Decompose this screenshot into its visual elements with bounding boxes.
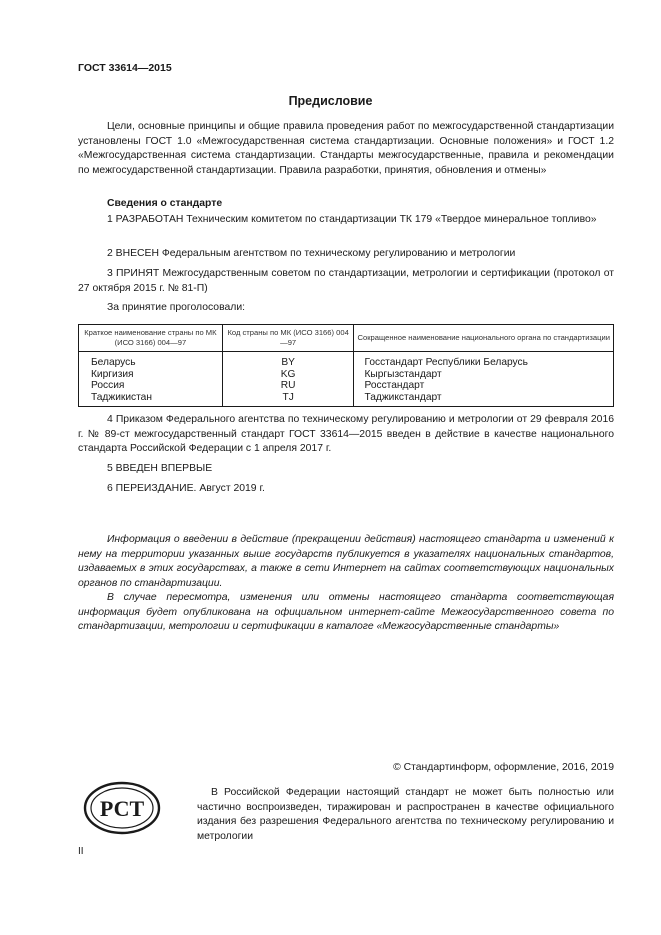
table-row bbox=[79, 380, 614, 392]
page-number: II bbox=[78, 846, 84, 857]
cell-country: Таджикистан bbox=[79, 392, 223, 407]
header-code: Код страны по МК (ИСО 3166) 004—97 bbox=[222, 325, 354, 352]
voting-table bbox=[78, 324, 614, 407]
item-introduced: 2 ВНЕСЕН Федеральным агентством по техническому регулированию и метрологии bbox=[107, 248, 516, 259]
cell-code: TJ bbox=[222, 392, 354, 407]
item-first-introduced: 5 ВВЕДЕН ВПЕРВЫЕ bbox=[107, 463, 213, 474]
item-developed: 1 РАЗРАБОТАН Техническим комитетом по стандартизации ТК 179 «Твердое минеральное топливо» bbox=[107, 214, 597, 225]
intro-paragraph: Цели, основные принципы и общие правила проведения работ по межгосударственной стандартизации установлены ГОСТ 1.0 «Межгосударственная система стандартизации. Основные положения» и ГОСТ 1.2 «Межгосударственная система стандартизации. Стандарты межгосударственные, правила и рекомендации по межгосударственной стандартизации. Правила разработки, принятия, обновления и отмены» bbox=[78, 121, 614, 176]
cell-code: KG bbox=[222, 369, 354, 381]
item-adopted: 3 ПРИНЯТ Межгосударственным советом по стандартизации, метрологии и сертификации (протокол от 27 октября 2015 г. № 81-П) bbox=[78, 268, 614, 294]
cell-org: Росстандарт bbox=[354, 380, 614, 392]
table-header-row bbox=[79, 325, 614, 352]
copyright-line: © Стандартинформ, оформление, 2016, 2019 bbox=[393, 762, 614, 773]
legal-notice: В Российской Федерации настоящий стандарт не может быть полностью или частично воспроизведен, тиражирован и распространен в качестве официального издания без разрешения Федерального агентства по техническому регулированию и метрологии bbox=[197, 787, 614, 842]
cell-code: RU bbox=[222, 380, 354, 392]
vote-label: За принятие проголосовали: bbox=[107, 302, 246, 313]
rst-certification-mark-icon bbox=[82, 780, 162, 836]
table-row bbox=[79, 352, 614, 369]
cell-country: Киргизия bbox=[79, 369, 223, 381]
info-note-2: В случае пересмотра, изменения или отмены настоящего стандарта соответствующая информация будет опубликована на официальном интернет-сайте Межгосударственного совета по стандартизации, метрологии и сертификации в каталоге «Межгосударственные стандарты» bbox=[78, 592, 614, 633]
cell-country: Беларусь bbox=[79, 352, 223, 369]
cell-org: Таджикстандарт bbox=[354, 392, 614, 407]
table-row bbox=[79, 369, 614, 381]
section-heading: Сведения о стандарте bbox=[107, 198, 223, 209]
info-note-1: Информация о введении в действие (прекращении действия) настоящего стандарта и изменений к нему на территории указанных выше государств публикуется в указателях национальных стандартов, издаваемых в этих государствах, а также в сети Интернет на сайтах соответствующих национальных органов по стандартизации. bbox=[78, 534, 614, 589]
cell-code: BY bbox=[222, 352, 354, 369]
page-title: Предисловие bbox=[288, 94, 373, 108]
item-reissue: 6 ПЕРЕИЗДАНИЕ. Август 2019 г. bbox=[107, 483, 265, 494]
document-code: ГОСТ 33614—2015 bbox=[78, 62, 172, 74]
logo-text: РСТ bbox=[99, 796, 145, 821]
cell-org: Кыргызстандарт bbox=[354, 369, 614, 381]
item-order: 4 Приказом Федерального агентства по техническому регулированию и метрологии от 29 февраля 2016 г. № 89-ст межгосударственный стандарт ГОСТ 33614—2015 введен в действие в качестве национального стандарта Российской Федерации с 1 апреля 2017 г. bbox=[78, 414, 614, 455]
cell-country: Россия bbox=[79, 380, 223, 392]
table-row bbox=[79, 392, 614, 407]
header-country: Краткое наименование страны по МК (ИСО 3166) 004—97 bbox=[79, 325, 223, 352]
cell-org: Госстандарт Республики Беларусь bbox=[354, 352, 614, 369]
header-org: Сокращенное наименование национального органа по стандартизации bbox=[354, 325, 614, 352]
